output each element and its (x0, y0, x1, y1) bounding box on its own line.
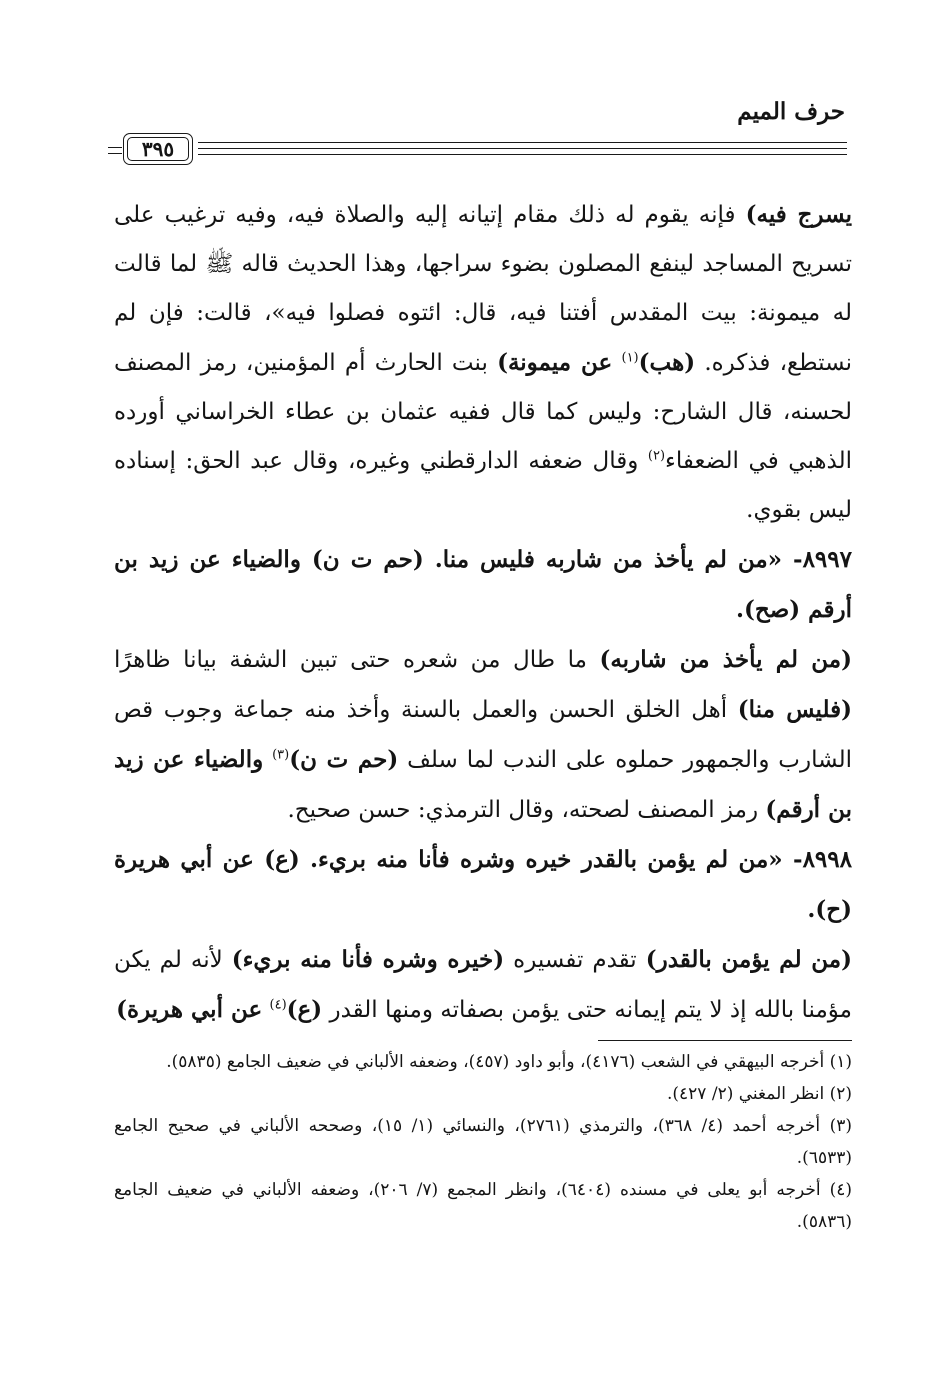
main-text (114, 190, 852, 1035)
page-number: ٣٩٥ (127, 137, 189, 161)
bold-phrase: عن أبي هريرة) (116, 996, 263, 1023)
text-run: فإنه يقوم له ذلك مقام إتيانه إليه والصلاة فيه، وفيه ترغيب على تسريح المساجد لينفع المصلون بضوء سراجها، وهذا الحديث قاله ﷺ لما قالت له ميمونة: بيت المقدس أفتنا فيه، قال: ائتوه فصلوا فيه»، قالت: فإن لم نستطع، فذكره. (114, 202, 852, 376)
hadith-number: ٨٩٩٧ (802, 546, 852, 573)
paragraph (114, 635, 852, 835)
bold-phrase: والضياء عن زيد بن أرقم) (114, 746, 852, 823)
paragraph (114, 190, 852, 535)
text-run: أهل الخلق الحسن والعمل بالسنة وأخذ منه جماعة وجوب قص الشارب والجمهور حملوه على الندب لما سلف (114, 697, 852, 773)
bold-phrase: (فليس منا) (737, 696, 852, 723)
hadith-text: - «من لم يؤمن بالقدر خيره وشره فأنا منه بريء. (ع) عن أبي هريرة (ح). (114, 846, 852, 923)
text-run: ما طال من شعره حتى تبين الشفة بيانا ظاهرًا (114, 647, 600, 673)
footnote-2: (٢) انظر المغني (٢/ ٤٢٧). (666, 1084, 852, 1104)
bold-phrase: (خيره وشره فأنا منه بريء) (231, 946, 505, 973)
bold-phrase: (من لم يؤمن بالقدر) (645, 946, 852, 973)
footnote-ref[interactable]: (٣) (272, 747, 290, 763)
hadith-heading (114, 835, 852, 935)
page-number-frame (123, 133, 193, 165)
header-rule-tail (108, 153, 122, 154)
header-rule (198, 148, 847, 149)
text-run: تقدم تفسيره (504, 947, 646, 973)
footnotes (114, 1046, 852, 1238)
chapter-title: حرف الميم (737, 98, 845, 125)
footnote-4: (٤) أخرجه أبو يعلى في مسنده (٦٤٠٤)، وانظر المجمع (٧/ ٢٠٦)، وضعفه الألباني في ضعيف الجامع (٥٨٣٦). (114, 1180, 852, 1232)
header-rule (198, 142, 847, 143)
bold-phrase: (حم ت ن) (289, 746, 399, 773)
paragraph (114, 935, 852, 1035)
hadith-number: ٨٩٩٨ (802, 846, 852, 873)
footnote-ref[interactable]: (٢) (647, 448, 666, 464)
footnote-ref[interactable]: (١) (621, 350, 639, 366)
text-run: رمز المصنف لصحته، وقال الترمذي: حسن صحيح. (287, 797, 766, 823)
bold-phrase: (من لم يأخذ من شاربه) (599, 646, 852, 673)
bold-phrase: يسرج فيه) (745, 201, 852, 228)
header-rule (198, 154, 847, 155)
hadith-heading (114, 535, 852, 635)
space (262, 997, 269, 1023)
hadith-text: - «من لم يأخذ من شاربه فليس منا. (حم ت ن) والضياء عن زيد بن أرقم (صح). (114, 546, 852, 623)
footnote-ref[interactable]: (٤) (269, 997, 287, 1013)
text-run: وقال ضعفه الدارقطني وغيره، وقال عبد الحق: إسناده ليس بقوي. (114, 448, 852, 523)
bold-phrase: عن ميمونة) (497, 349, 613, 376)
bold-phrase: (ع) (286, 996, 323, 1023)
space (263, 747, 272, 773)
footnote-3: (٣) أخرجه أحمد (٤/ ٣٦٨)، والترمذي (٢٧٦١)، والنسائي (١/ ١٥)، وصححه الألباني في صحيح الجامع (٦٥٣٣). (114, 1116, 852, 1168)
header-rule-tail (108, 147, 122, 148)
text-run: بنت الحارث أم المؤمنين، رمز المصنف لحسنه، قال الشارح: وليس كما قال ففيه عثمان بن عطاء الخراساني أورده الذهبي في الضعفاء (114, 350, 852, 474)
bold-phrase: (هب) (638, 349, 696, 376)
footnote-1: (١) أخرجه البيهقي في الشعب (٤١٧٦)، وأبو داود (٤٥٧)، وضعفه الألباني في ضعيف الجامع (٥٨٣٥). (166, 1052, 852, 1072)
text-run: لأنه لم يكن مؤمنا بالله إذ لا يتم إيمانه حتى يؤمن بصفاته ومنها القدر (114, 947, 852, 1023)
footnote-separator (598, 1040, 852, 1041)
